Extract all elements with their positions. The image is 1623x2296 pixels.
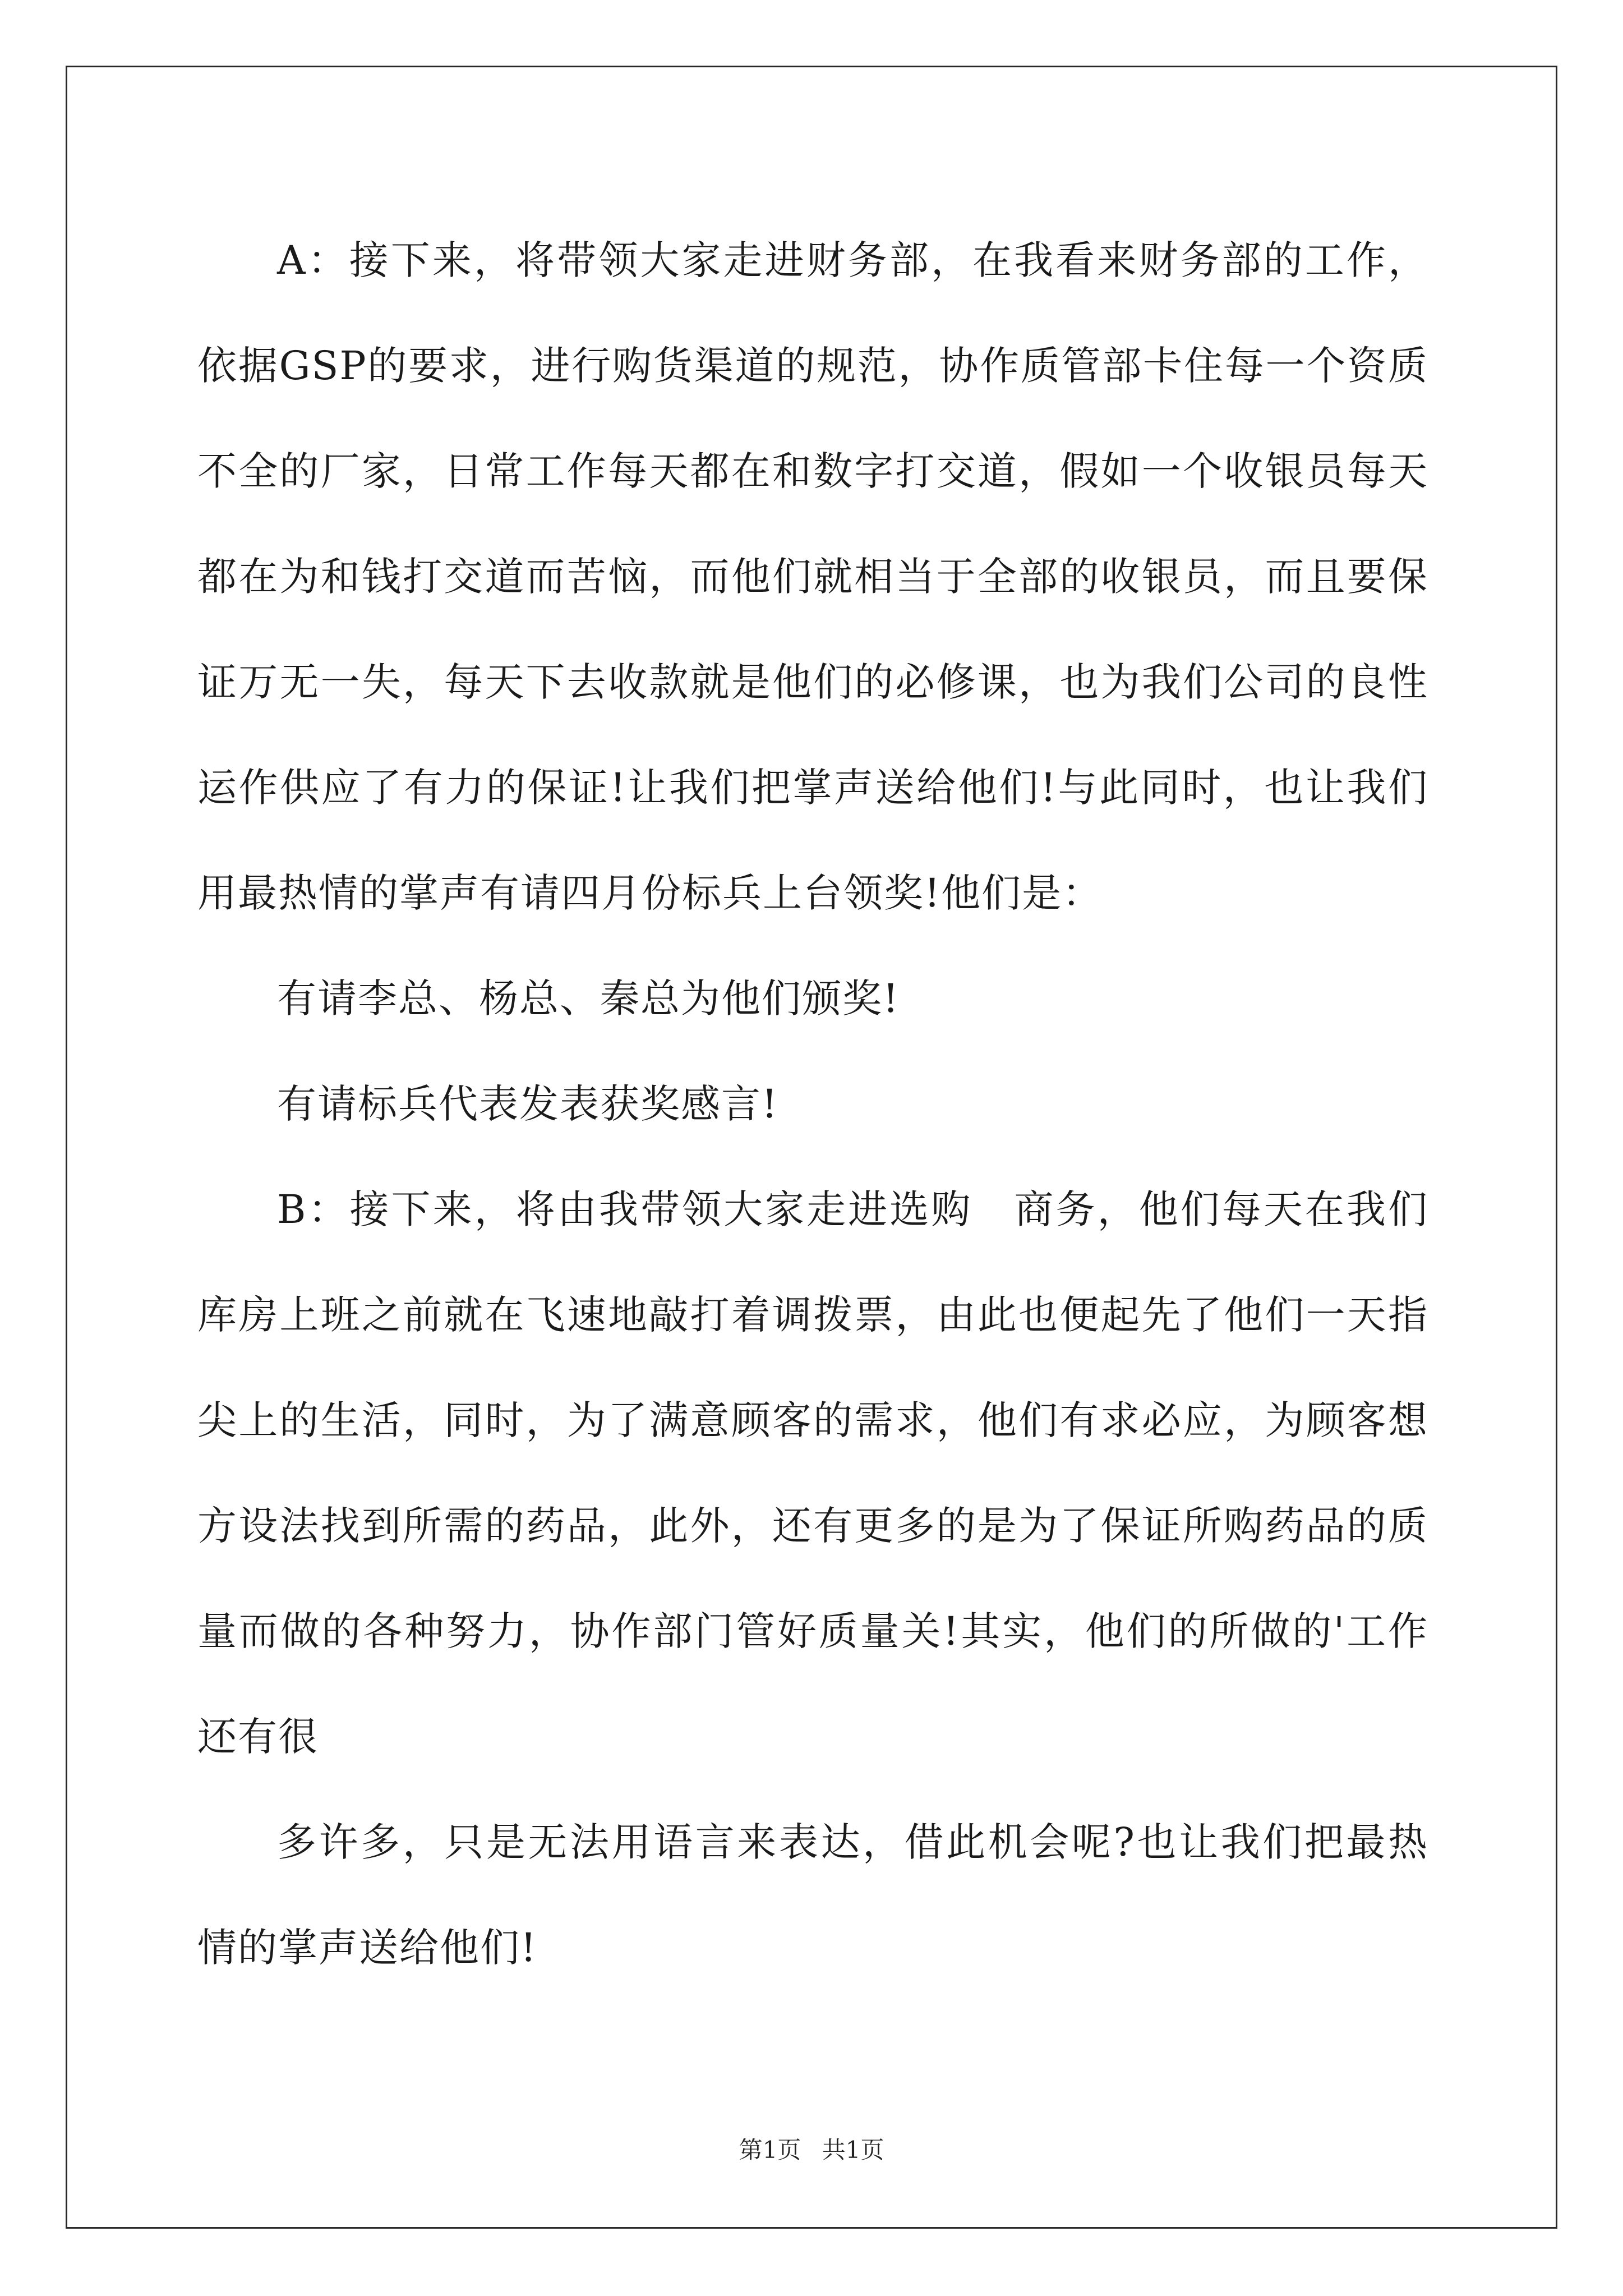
page-footer (0, 2132, 1623, 2165)
paragraph-acceptance-speech: 有请标兵代表发表获奖感言! (277, 1081, 779, 1127)
document-body (197, 208, 1428, 2000)
page-number: 第1页 (739, 2136, 801, 2164)
paragraph-closing: 多许多，只是无法用语言来表达，借此机会呢?也让我们把最热情的掌声送给他们! (197, 1819, 1428, 1971)
page-total: 共1页 (822, 2136, 884, 2164)
paragraph-finance: A：接下来，将带领大家走进财务部，在我看来财务部的工作，依据GSP的要求，进行购货渠道的规范，协作质管部卡住每一个资质不全的厂家，日常工作每天都在和数字打交道，假如一个收银员每天都在为和钱打交道而苦恼，而他们就相当于全部的收银员，而且要保证万无一失，每天下去收款就是他们的必修课，也为我们公司的良性运作供应了有力的保证!让我们把掌声送给他们!与此同时，也让我们用最热情的掌声有请四月份标兵上台领奖!他们是： (197, 237, 1428, 916)
paragraph-purchasing: B：接下来，将由我带领大家走进选购 商务，他们每天在我们库房上班之前就在飞速地敲打着调拨票，由此也便起先了他们一天指尖上的生活，同时，为了满意顾客的需求，他们有求必应，为顾客想方设法找到所需的药品，此外，还有更多的是为了保证所购药品的质量而做的各种努力，协作部门管好质量关!其实，他们的所做的'工作还有很 (197, 1186, 1428, 1760)
paragraph-award-presenters: 有请李总、杨总、秦总为他们颁奖! (277, 976, 900, 1022)
